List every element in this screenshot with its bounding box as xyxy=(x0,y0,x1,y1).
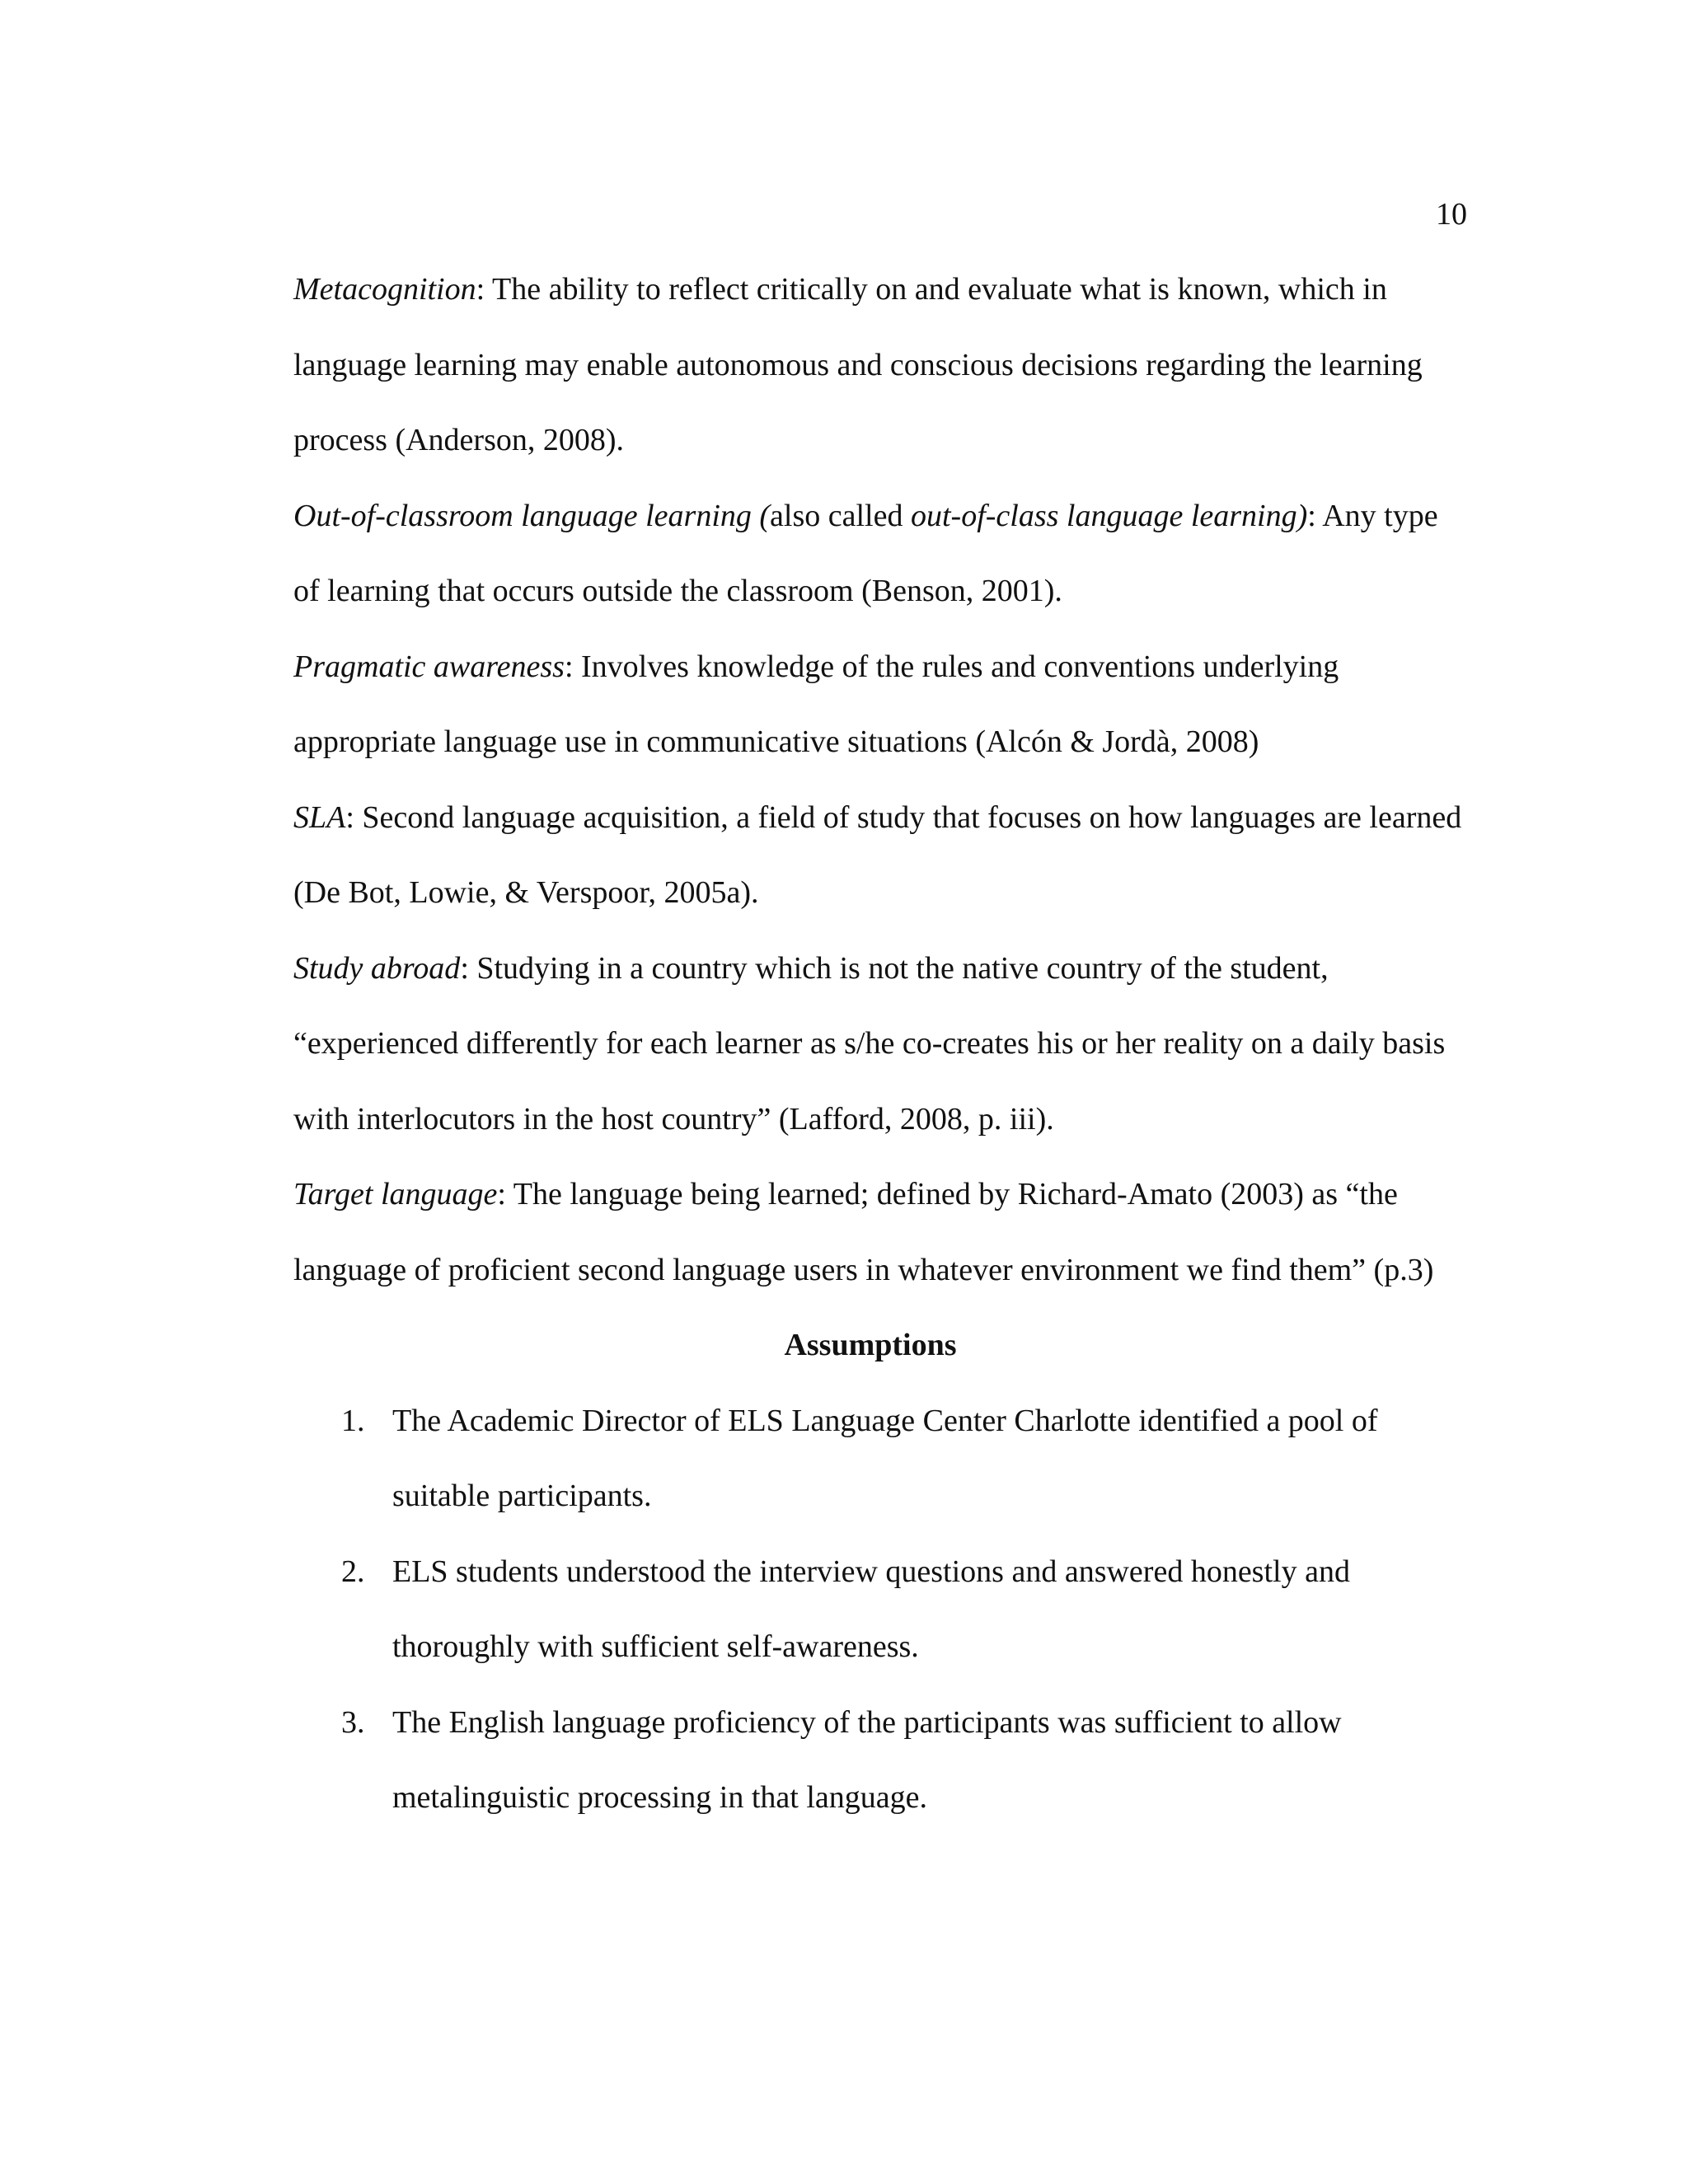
definition-pragmatic-awareness xyxy=(293,630,1464,780)
definition-text: : The language being learned; defined by Richard-Amato (2003) as “the language of proficient second language users in whatever environment we find them” (p.3) xyxy=(293,1177,1434,1287)
list-item-text: The Academic Director of ELS Language Center Charlotte identified a pool of suitable participants. xyxy=(392,1403,1378,1513)
definition-text: : Second language acquisition, a field of study that focuses on how languages are learned (De Bot, Lowie, & Verspoor, 2005a). xyxy=(293,799,1462,910)
term: Pragmatic awareness xyxy=(293,649,565,684)
definition-out-of-classroom-learning xyxy=(293,479,1464,630)
definition-target-language xyxy=(293,1157,1464,1308)
term: Study abroad xyxy=(293,950,461,986)
definition-text: : Studying in a country which is not the native country of the student, “experienced differently for each learner as s/he co-creates his or her reality on a daily basis with interlocutors in the host country” (Lafford, 2008, p. iii). xyxy=(293,950,1446,1137)
term: Target language xyxy=(293,1177,498,1212)
list-item-number: 2. xyxy=(341,1554,365,1589)
term: SLA xyxy=(293,799,346,835)
list-item-text: The English language proficiency of the participants was sufficient to allow metalinguistic processing in that language. xyxy=(392,1704,1342,1815)
definition-sla xyxy=(293,780,1464,931)
list-item-number: 3. xyxy=(341,1704,365,1740)
definition-metacognition xyxy=(293,252,1464,479)
page-number: 10 xyxy=(1436,197,1467,232)
term-connector: also called xyxy=(770,498,911,533)
definition-study-abroad xyxy=(293,931,1464,1158)
definition-text: : The ability to reflect critically on and evaluate what is known, which in language learning may enable autonomous and conscious decisions regarding the learning process (Anderson, 2008). xyxy=(293,272,1423,457)
assumptions-list xyxy=(293,1384,1464,1836)
list-item xyxy=(293,1384,1464,1535)
section-heading-assumptions: Assumptions xyxy=(784,1328,957,1362)
term-alias: out-of-class language learning) xyxy=(910,498,1308,533)
term: Metacognition xyxy=(293,272,476,307)
definition-text: : Any type of learning that occurs outside the classroom (Benson, 2001). xyxy=(293,498,1438,608)
list-item xyxy=(293,1685,1464,1836)
list-item-number: 1. xyxy=(341,1403,365,1438)
definition-text: : Involves knowledge of the rules and conventions underlying appropriate language use in communicative situations (Alcón & Jordà, 2008) xyxy=(293,649,1339,759)
list-item-text: ELS students understood the interview questions and answered honestly and thoroughly with sufficient self-awareness. xyxy=(392,1554,1350,1664)
document-body xyxy=(293,252,1464,1836)
list-item xyxy=(293,1535,1464,1685)
term: Out-of-classroom language learning ( xyxy=(293,498,771,533)
